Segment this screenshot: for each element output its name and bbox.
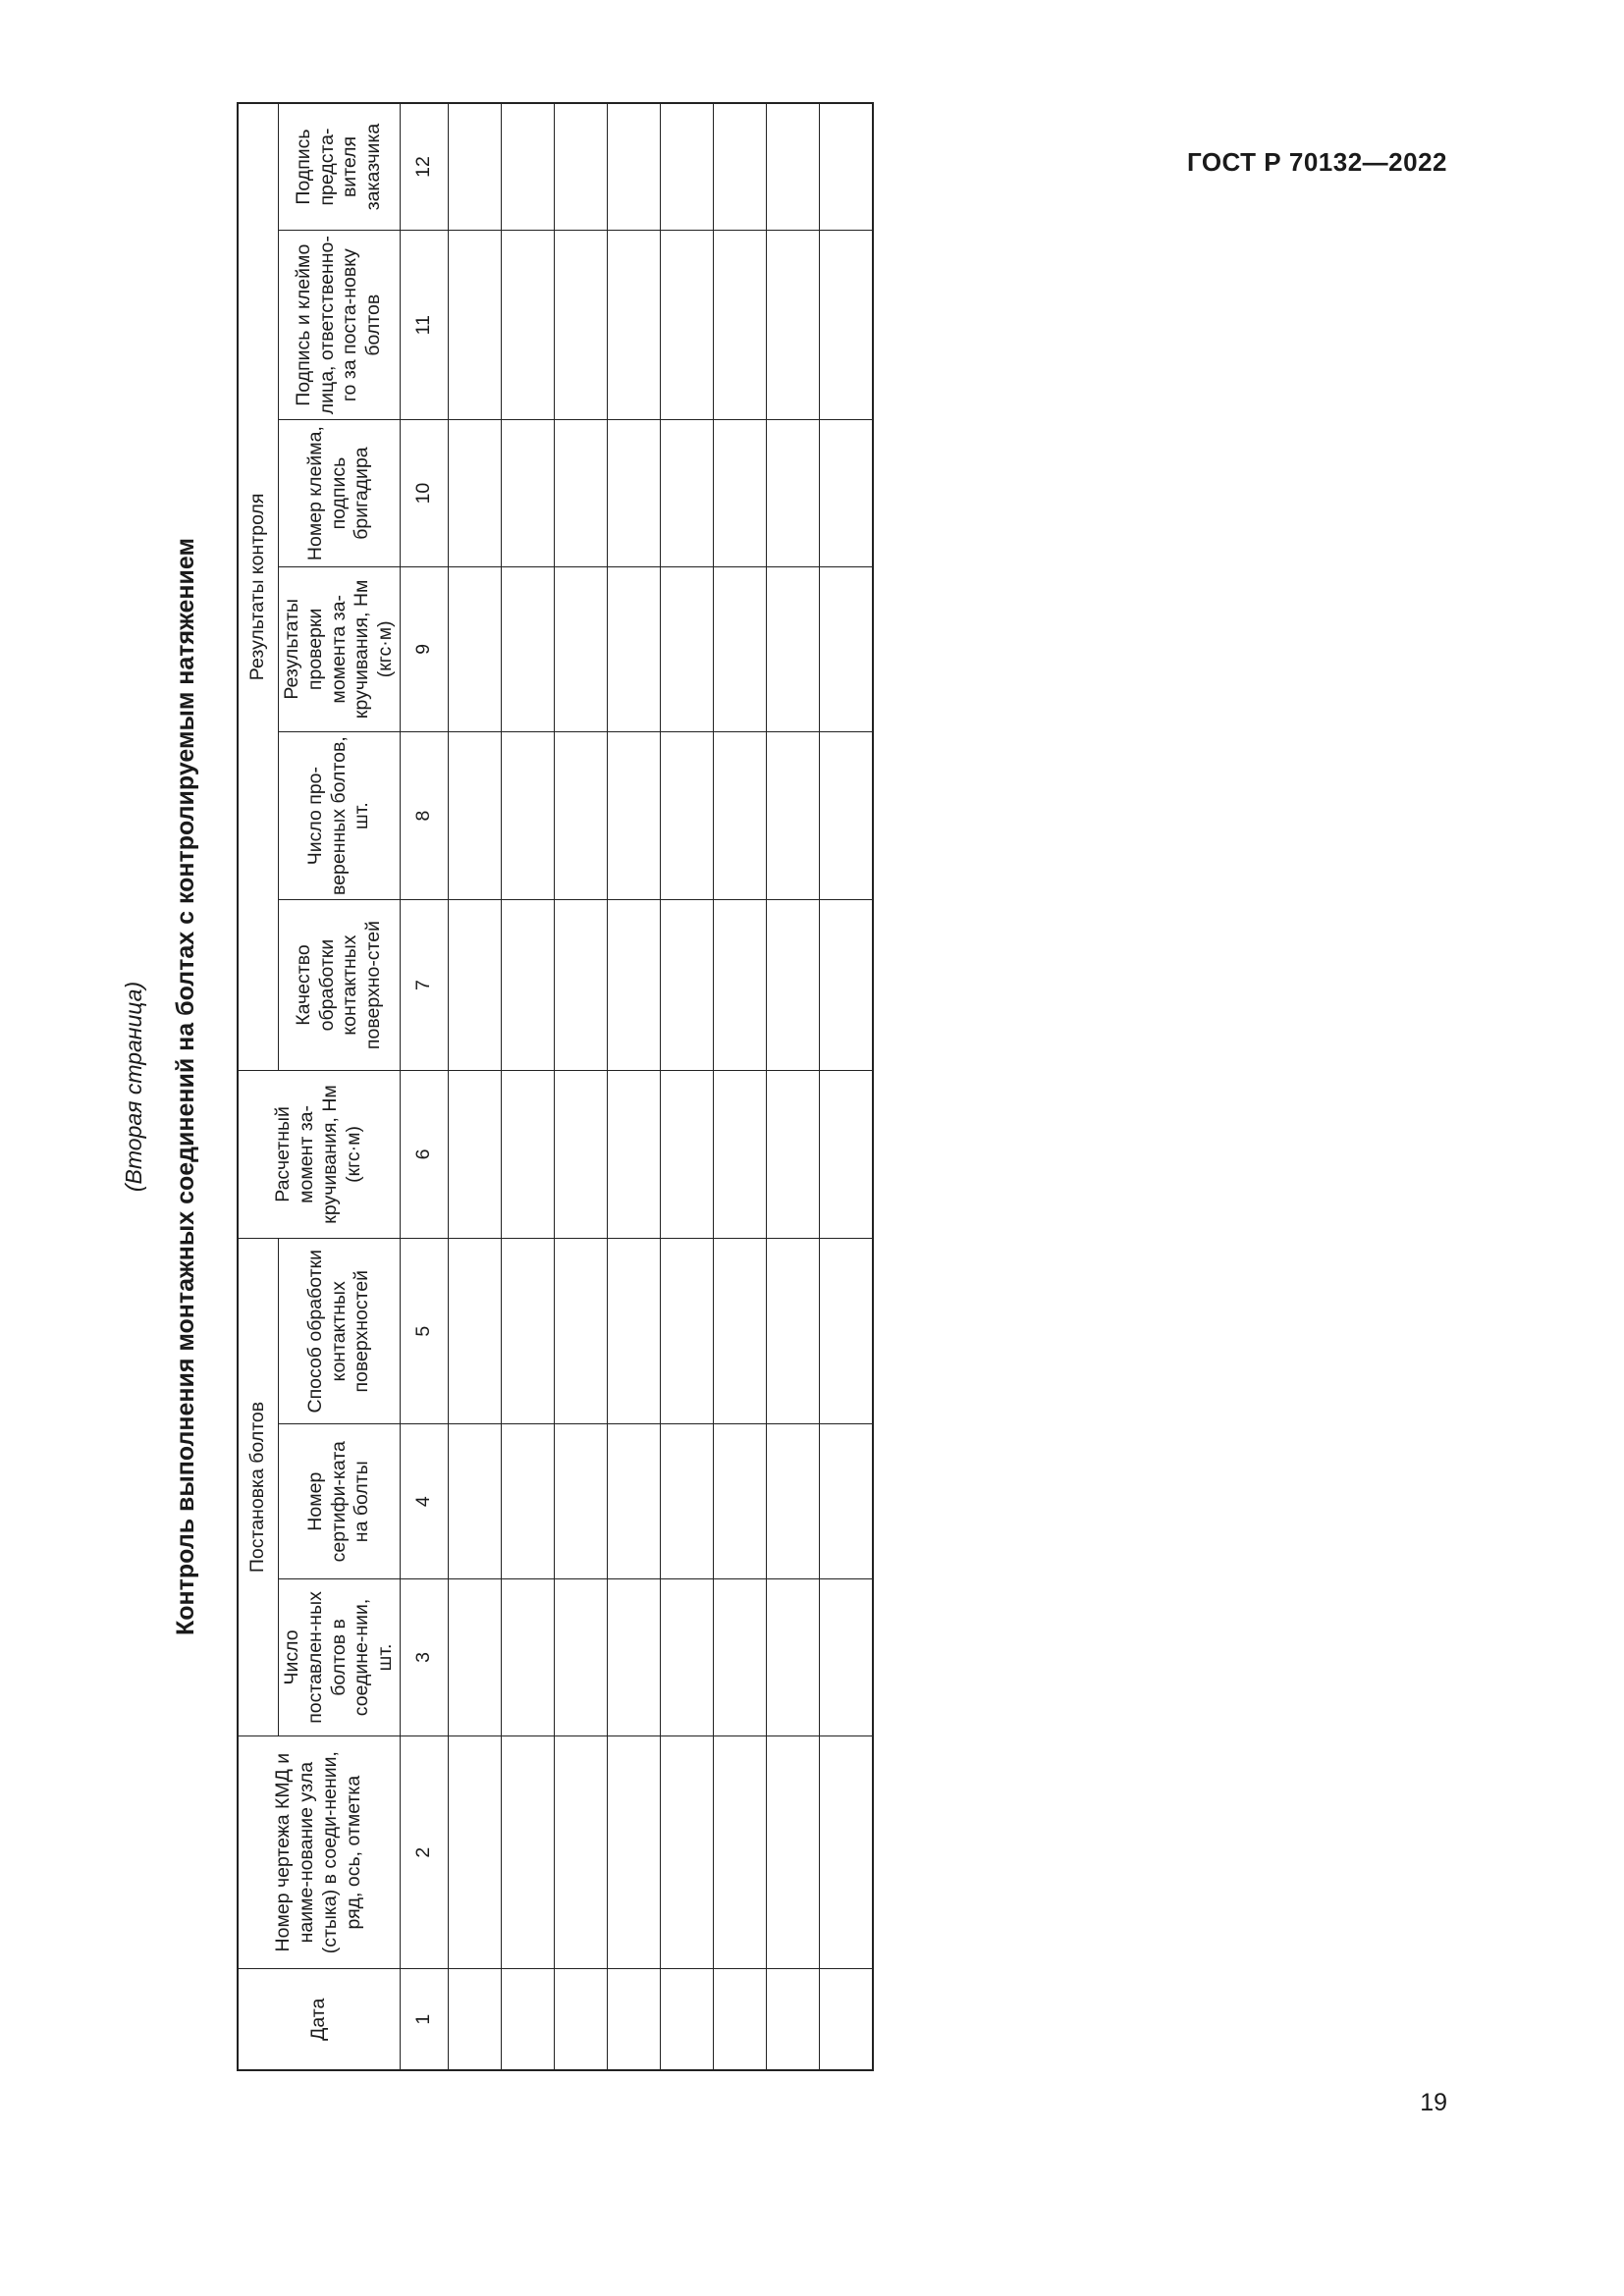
table-cell xyxy=(713,731,766,899)
table-cell xyxy=(766,1969,819,2070)
table-cell xyxy=(554,103,607,230)
table-cell xyxy=(819,103,873,230)
col-header-8: Число про-веренных болтов, шт. xyxy=(279,731,401,899)
table-cell xyxy=(660,1424,713,1579)
table-cell xyxy=(819,731,873,899)
table-cell xyxy=(819,1070,873,1238)
table-cell xyxy=(448,230,501,419)
table-cell xyxy=(501,731,554,899)
col-header-11: Подпись и клеймо лица, ответственно-го за поста-новку болтов xyxy=(279,230,401,419)
table-cell xyxy=(448,1239,501,1424)
table-cell xyxy=(713,1424,766,1579)
table-cell xyxy=(607,1070,660,1238)
table-cell xyxy=(660,103,713,230)
table-cell xyxy=(607,900,660,1070)
page-subtitle: (Вторая страница) xyxy=(121,981,146,1193)
table-cell xyxy=(660,420,713,566)
table-cell xyxy=(660,230,713,419)
table-cell xyxy=(607,420,660,566)
table-cell xyxy=(819,566,873,731)
table-cell xyxy=(766,1424,819,1579)
table-cell xyxy=(607,1579,660,1736)
column-number: 1 xyxy=(400,1969,448,2070)
col-header-12: Подпись предста-вителя заказчика xyxy=(279,103,401,230)
col-header-1: Дата xyxy=(238,1969,400,2070)
table-cell xyxy=(766,103,819,230)
table-cell xyxy=(713,900,766,1070)
table-cell xyxy=(713,230,766,419)
column-number: 10 xyxy=(400,420,448,566)
column-number: 4 xyxy=(400,1424,448,1579)
table-cell xyxy=(501,420,554,566)
table-cell xyxy=(819,1579,873,1736)
table-cell xyxy=(448,1735,501,1969)
column-number: 9 xyxy=(400,566,448,731)
group-header-control: Результаты контроля xyxy=(238,103,279,1070)
table-cell xyxy=(501,103,554,230)
table-row xyxy=(448,103,501,2070)
col-header-7: Качество обработки контактных поверхно-стей xyxy=(279,900,401,1070)
table-cell xyxy=(554,230,607,419)
table-cell xyxy=(554,1424,607,1579)
table-cell xyxy=(554,900,607,1070)
table-cell xyxy=(554,1070,607,1238)
page-number: 19 xyxy=(1420,2089,1447,2116)
table-row xyxy=(766,103,819,2070)
col-header-4: Номер сертифи-ката на болты xyxy=(279,1424,401,1579)
table-row xyxy=(607,103,660,2070)
table-cell xyxy=(448,566,501,731)
table-cell xyxy=(607,1735,660,1969)
table-row xyxy=(819,103,873,2070)
bolt-control-table xyxy=(237,102,874,2071)
table-cell xyxy=(448,103,501,230)
table-cell xyxy=(607,103,660,230)
col-header-2: Номер чертежа КМД и наиме-нование узла (стыка) в соеди-нении, ряд, ось, отметка xyxy=(238,1735,400,1969)
column-number: 11 xyxy=(400,230,448,419)
column-number-row xyxy=(400,103,448,2070)
table-cell xyxy=(660,1070,713,1238)
table-cell xyxy=(766,566,819,731)
table-cell xyxy=(554,1579,607,1736)
table-cell xyxy=(448,1424,501,1579)
table-cell xyxy=(766,1735,819,1969)
table-cell xyxy=(448,420,501,566)
table-cell xyxy=(766,1070,819,1238)
table-cell xyxy=(713,1239,766,1424)
column-number: 5 xyxy=(400,1239,448,1424)
table-cell xyxy=(554,731,607,899)
table-cell xyxy=(819,1735,873,1969)
table-cell xyxy=(501,900,554,1070)
table-cell xyxy=(448,900,501,1070)
table-row xyxy=(660,103,713,2070)
table-cell xyxy=(766,420,819,566)
col-header-3: Число поставлен-ных болтов в соедине-нии, шт. xyxy=(279,1579,401,1736)
column-number: 3 xyxy=(400,1579,448,1736)
table-cell xyxy=(713,103,766,230)
table-cell xyxy=(713,1579,766,1736)
table-row xyxy=(501,103,554,2070)
table-cell xyxy=(660,1239,713,1424)
col-header-10: Номер клейма, подпись бригадира xyxy=(279,420,401,566)
table-cell xyxy=(607,1969,660,2070)
table-cell xyxy=(713,1735,766,1969)
table-cell xyxy=(554,1735,607,1969)
table-cell xyxy=(660,566,713,731)
column-number: 7 xyxy=(400,900,448,1070)
table-cell xyxy=(607,566,660,731)
table-cell xyxy=(554,1239,607,1424)
table-cell xyxy=(819,230,873,419)
table-cell xyxy=(501,1070,554,1238)
table-cell xyxy=(660,731,713,899)
table-body xyxy=(400,103,873,2070)
table-cell xyxy=(713,420,766,566)
table-cell xyxy=(819,1424,873,1579)
table-cell xyxy=(766,900,819,1070)
col-header-9: Результаты проверки момента за-кручивания, Нм (кгс·м) xyxy=(279,566,401,731)
table-cell xyxy=(819,1969,873,2070)
table-cell xyxy=(607,1239,660,1424)
table-cell xyxy=(448,731,501,899)
table-cell xyxy=(554,566,607,731)
table-cell xyxy=(766,731,819,899)
col-header-5: Способ обработки контактных поверхностей xyxy=(279,1239,401,1424)
document-code: ГОСТ Р 70132—2022 xyxy=(1186,147,1447,177)
table-cell xyxy=(554,1969,607,2070)
table-cell xyxy=(501,1969,554,2070)
form-title: Контроль выполнения монтажных соединений на болтах с контролируемым натяжением xyxy=(172,538,199,1635)
table-cell xyxy=(501,1579,554,1736)
table-cell xyxy=(819,1239,873,1424)
table-row xyxy=(554,103,607,2070)
table-cell xyxy=(448,1070,501,1238)
table-cell xyxy=(501,1424,554,1579)
table-cell xyxy=(766,1579,819,1736)
table-cell xyxy=(713,1070,766,1238)
column-number: 2 xyxy=(400,1735,448,1969)
table-cell xyxy=(766,230,819,419)
column-number: 6 xyxy=(400,1070,448,1238)
table-cell xyxy=(660,1735,713,1969)
table-cell xyxy=(607,1424,660,1579)
table-cell xyxy=(660,1969,713,2070)
column-number: 8 xyxy=(400,731,448,899)
table-cell xyxy=(660,1579,713,1736)
table-cell xyxy=(819,420,873,566)
table-cell xyxy=(607,230,660,419)
table-cell xyxy=(819,900,873,1070)
table-cell xyxy=(501,1239,554,1424)
table-cell xyxy=(448,1969,501,2070)
table-row xyxy=(713,103,766,2070)
table-group-header-row xyxy=(238,103,279,2070)
col-header-6: Расчетный момент за-кручивания, Нм (кгс·м) xyxy=(238,1070,400,1238)
table-cell xyxy=(448,1579,501,1736)
table-cell xyxy=(607,731,660,899)
table-cell xyxy=(501,566,554,731)
table-cell xyxy=(766,1239,819,1424)
group-header-installation: Постановка болтов xyxy=(238,1239,279,1736)
table-cell xyxy=(660,900,713,1070)
table-cell xyxy=(554,420,607,566)
table-cell xyxy=(713,566,766,731)
table-cell xyxy=(501,230,554,419)
table-cell xyxy=(713,1969,766,2070)
table-cell xyxy=(501,1735,554,1969)
rotated-form xyxy=(93,102,722,2071)
column-number: 12 xyxy=(400,103,448,230)
